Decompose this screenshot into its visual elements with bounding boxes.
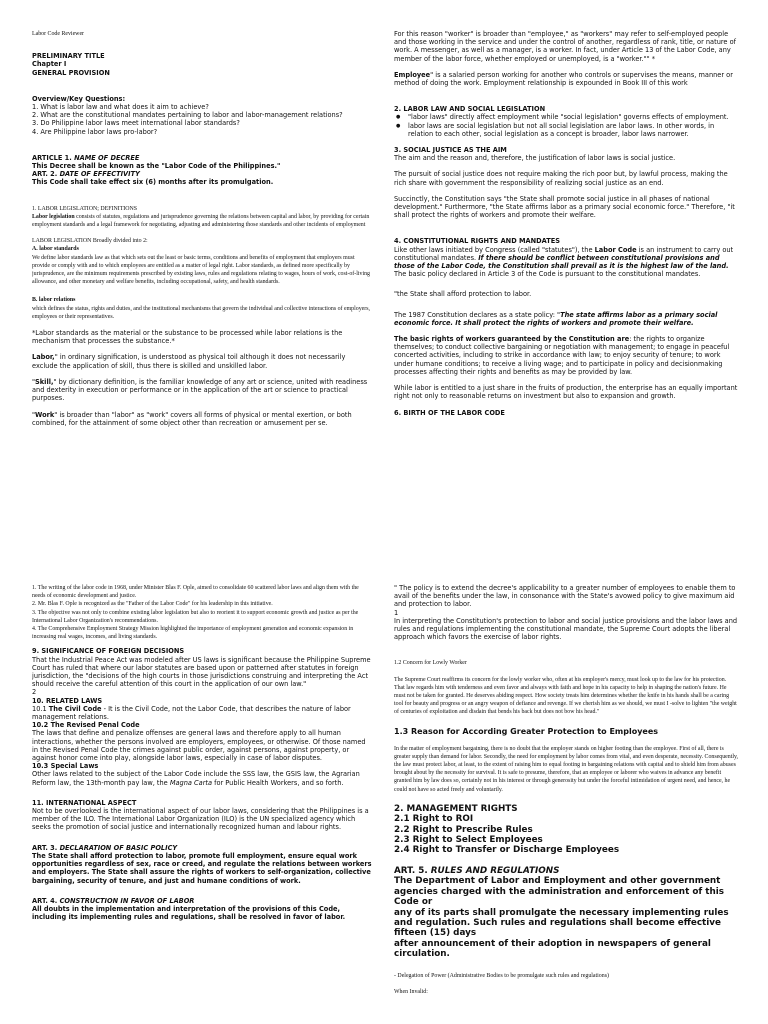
work-definition: "Work" is broader than "labor" as "work" covers all forms of physical or mental exertion, or both combined, for the attainment of some object other than recreation or amusement per se. [32, 410, 352, 427]
article-3-text: The State shall afford protection to labor, promote full employment, ensure equal work opportunities regardless of sex, race or creed, and regulate the relations between workers and employers. The State shall assure the rights of workers to self-organization, collective bargaining, security of tenure, and just and humane conditions of work. [32, 851, 372, 885]
labor-relations-heading: B. labor relations [32, 297, 76, 304]
birth-list [32, 584, 372, 641]
substance-note: *Labor standards as the material or the substance to be processed while labor relations is the mechanism that processes the substance.* [32, 329, 343, 346]
article-1-heading: ARTICLE 1. NAME OF DECREE [32, 153, 140, 162]
article-5-line: any of its parts shall promulgate the necessary implementing rules and regulation. Such rules and regulations shall become effective fifteen (15) days [394, 907, 729, 939]
overview-item: 4. Are Philippine labor laws pro-labor? [32, 127, 158, 136]
article-3-heading: ART. 3. DECLARATION OF BASIC POLICY [32, 843, 178, 852]
birth-item: 1. The writing of the labor code in 1968, under Minister Blas F. Ople, aimed to consolidate 60 scattered labor laws and align them with the needs of economic development and justice. [32, 585, 359, 600]
labor-standards-text: We define labor standards law as that which sets out the least or basic terms, conditions and benefits of employment that employers must provide or comply with and to which employees are entitled as a matter of legal right. Labor standards, as defined more specifically by jurisprudence, are the minimum requirements prescribed by existing laws, rules and regulations relating to wages, hours of work, cost-of-living allowance, and other monetary and welfare benefits, including occupational, safety, and health standards. [32, 254, 370, 286]
concern-text: The Supreme Court reaffirms its concern for the lowly worker who, often at his employer's mercy, must look up to the law for his protection. That law regards him with tenderness and even favor and always with faith and hope in his capacity to help in shaping the nation's future. He must not be taken for granted. He deserves abiding respect. How society treats him determines whether the knife in his hands shall be a caring tool for beauty and progress or an angry weapon of defiance and revenge. If we cherish him as we should, we must I -solve to lighten "the weight of centuries of exploitation and disdain that bends his back but does not bow his head." [394, 676, 737, 716]
when-invalid-line: When Invalid: [394, 988, 428, 995]
article-4-text: All doubts in the implementation and interpretation of the provisions of this Code, including its implementing rules and regulations, shall be resolved in favor of labor. [32, 904, 346, 922]
overview-item: 3. Do Philippine labor laws meet international labor standards? [32, 119, 240, 128]
management-rights-heading: 2. MANAGEMENT RIGHTS [394, 803, 518, 814]
article-4-heading: ART. 4. CONSTRUCTION IN FAVOR OF LABOR [32, 896, 195, 905]
article-5-line: after announcement of their adoption in newspapers of general circulation. [394, 938, 711, 960]
bullet-item: ● "labor laws" directly affect employment while "social legislation" governs effects of employment. [408, 113, 738, 121]
civil-code-line: 10.1 The Civil Code - It is the Civil Code, not the Labor Code, that describes the nature of labor [32, 704, 351, 713]
overview-heading: Overview/Key Questions: [32, 94, 126, 103]
management-right-item: 2.3 Right to Select Employees [394, 835, 543, 846]
penal-code-text: The laws that define and penalize offenses are general laws and therefore apply to all human interactions, whether the persons involved are employers, employees, or otherwise. Of those named in the Revised Penal Code the crimes against public order, against persons, against property, or against honor come into play, alongside labor laws, especially in case of labor disputes. [32, 729, 366, 763]
bottom-right-column [394, 584, 738, 1022]
title-line: PRELIMINARY TITLE [32, 52, 105, 61]
concern-heading: 1.2 Concern for Lowly Worker [394, 660, 467, 667]
top-left-column [32, 30, 372, 510]
article-5-heading: ART. 5. RULES AND REGULATIONS [394, 865, 560, 876]
document-header: Labor Code Reviewer [32, 31, 85, 37]
labor-standards-heading: A. labor standards [32, 246, 79, 253]
greater-protection-text: In the matter of employment bargaining, there is no doubt that the employer stands on higher footing than the employee. First of all, there is greater supply than demand for labor. Secondly, the need for employment by labor comes from vital, and even desperate, necessity. Consequently, the law must protect labor, at least, to the extent of raising him to equal footing in bargaining relations with capital and to shield him from abuses brought about by the necessity for survival. It is safe to presume, therefore, that an employee or laborer who waives in advance any benefit granted him by law does so, certainly not in his interest or through generosity but under the forceful intimidation of urgent need, and hence, he could not have so acted freely and voluntarily. [394, 745, 738, 793]
section-3-paragraph: Succinctly, the Constitution says "the State shall promote social justice in all phases of national development." Furthermore, "the State affirms labor as a primary social economic force." Therefore, "it shall protect the rights of workers and promote their welfare. [394, 194, 735, 220]
labor-legislation-definition: Labor legislation consists of statutes, regulations and jurisprudence governing the relations between capital and labor, by providing for certain employment standards and a legal framework for negotiating, adjusting and administering those standards and other incidents of employment [32, 213, 370, 229]
section-9-footnote-number: 2 [32, 688, 37, 697]
article-1-text: This Decree shall be known as the "Labor Code of the Philippines." [32, 162, 281, 171]
labor-relations-text: which defines the status, rights and duties, and the institutional mechanisms that govern the individual and collective interactions of employers, employees or their representatives. [32, 305, 370, 320]
section-6-heading: 6. BIRTH OF THE LABOR CODE [394, 408, 505, 417]
bottom-left-column [32, 584, 372, 1022]
management-right-item: 2.1 Right to ROI [394, 814, 474, 825]
overview-item: 1. What is labor law and what does it aim to achieve? [32, 103, 209, 112]
title-line: Chapter I [32, 60, 67, 69]
greater-protection-heading: 1.3 Reason for According Greater Protection to Employees [394, 726, 659, 736]
article-2-heading: ART. 2. DATE OF EFFECTIVITY [32, 170, 140, 179]
management-rights-list [394, 814, 738, 856]
worker-paragraph: For this reason "worker" is broader than "employee," as "workers" may refer to self-employed people and those working in the service and under the control of another, regardless of rank, title, or nature of work. A messenger, as well as a manager, is a worker. In fact, under Article 13 of the Labor Code, any member of the labor force, whether employed or unemployed, is a "worker."" * [394, 30, 736, 63]
section-4-paragraph: Like other laws initiated by Congress (called "statutes"), the Labor Code is an instrument to carry out constitutional mandates. If there should be conflict between constitutional provisions and those of the Labor Code, the Constitution shall prevail as it is the highest law of the land. The basic policy declared in Article 3 of the Code is pursuant to the constitutional mandates. [394, 245, 734, 279]
labor-definition: Labor," in ordinary signification, is understood as physical toil although it does not necessarily exclude the application of skill, thus there is skilled and unskilled labor. [32, 353, 346, 370]
basic-rights-paragraph: The basic rights of workers guaranteed by the Constitution are: the rights to organize themselves; to conduct collective bargaining or negotiation with management; to engage in peaceful concerted activities, including to strike in accordance with law; to enjoy security of tenure; to work under humane conditions; to receive a living wage; and to participate in policy and decisionmaking processes affecting their rights and benefits as may be provided by law. [394, 335, 730, 376]
article-5-line: The Department of Labor and Employment and other government agencies charged with the administration and enforcement of this Code or [394, 876, 724, 908]
bullet-item: ● labor laws are social legislation but not all social legislation are labor laws. In other words, in relation to each other, social legislation as a concept is broader, labor laws narrower. [408, 122, 738, 138]
preliminary-title-block [32, 52, 372, 77]
civil-code-line-2: management relations. [32, 713, 109, 722]
section-9-text: That the Industrial Peace Act was modeled after US laws is significant because the Philippine Supreme Court has ruled that where our labor statutes are based upon or patterned after statutes in foreign jurisdiction, the "decisions of the high courts in those jurisdictions construing and interpreting the Act should receive the careful attention of this court in the application of our own law." [32, 655, 371, 689]
protection-line: "the State shall afford protection to labor. [394, 290, 532, 299]
section-11-text: Not to be overlooked is the international aspect of our labor laws, considering that the Philippines is a member of the ILO. The International Labor Organization (ILO) is the UN specialized agency which seeks the promotion of social justice and internationally recognized human and labour rights. [32, 807, 369, 832]
section-2-bullets [394, 113, 738, 138]
penal-code-heading: 10.2 The Revised Penal Code [32, 721, 140, 730]
skill-definition: "Skill," by dictionary definition, is the familiar knowledge of any art or science, united with readiness and dexterity in execution or performance or in the application of the art or science to practical purposes. [32, 377, 368, 403]
employee-definition: Employee" is a salaried person working for another who controls or supervises the means, manner or method of doing the work. Employment relationship is expounded in Book III of this work [394, 70, 733, 88]
special-laws-text: Other laws related to the subject of the Labor Code include the SSS law, the GSIS law, the Agrarian Reform law, the 13th-month pay law, the Magna Carta for Public Health Workers, and so forth. [32, 770, 360, 787]
overview-item: 2. What are the constitutional mandates pertaining to labor and labor-management relations? [32, 111, 343, 120]
section-2-heading: 2. LABOR LAW AND SOCIAL LEGISLATION [394, 105, 546, 114]
delegation-line: - Delegation of Power (Administrative Bodies to be promulgate such rules and regulations) [394, 972, 609, 979]
management-right-item: 2.4 Right to Transfer or Discharge Employees [394, 845, 620, 856]
birth-item: 4. The Comprehensive Employment Strategy Mission highlighted the importance of employment generation and economic expansion in increasing real wages, incomes, and living standards. [32, 626, 354, 641]
top-right-column [394, 30, 738, 510]
birth-item: 2. Mr. Blas F. Ople is recognized as the "Father of the Labor Code" for his leadership in this initiative. [32, 601, 273, 608]
constitution-1987-paragraph: The 1987 Constitution declares as a state policy: "The state affirms labor as a primary social economic force. It shall protect the rights of workers and promote their welfare. [394, 310, 718, 327]
management-right-item: 2.2 Right to Prescribe Rules [394, 824, 533, 835]
policy-paragraph: " The policy is to extend the decree's applicability to a greater number of employees to enable them to avail of the benefits under the law, in consonance with the State's avowed policy to give maximum aid and protection to labor. [394, 584, 736, 609]
policy-footnote-number: 1 [394, 608, 399, 617]
title-line: GENERAL PROVISION [32, 68, 110, 77]
article-2-text: This Code shall take effect six (6) months after its promulgation. [32, 178, 274, 187]
section-11-heading: 11. INTERNATIONAL ASPECT [32, 798, 137, 807]
section-3-heading: 3. SOCIAL JUSTICE AS THE AIM [394, 146, 507, 155]
page-bottom [0, 512, 768, 1024]
labor-legislation-heading: 1. LABOR LEGISLATION; DEFINITIONS [32, 205, 138, 212]
overview-list [32, 103, 372, 136]
section-9-heading: 9. SIGNIFICANCE OF FOREIGN DECISIONS [32, 647, 185, 656]
section-3-paragraph: The pursuit of social justice does not require making the rich poor but, by lawful process, making the rich share with government the responsibility of realizing social justice as an end. [394, 170, 728, 187]
birth-item: 3. The objective was not only to combine existing labor legislation but also to reorient it to support economic growth and justice as per the International Labor Organization's recommendations. [32, 609, 359, 624]
section-4-heading: 4. CONSTITUTIONAL RIGHTS AND MANDATES [394, 237, 560, 246]
special-laws-heading: 10.3 Special Laws [32, 762, 99, 771]
article-5-text [394, 876, 738, 959]
section-3-paragraph: The aim and the reason and, therefore, the justification of labor laws is social justice. [394, 154, 676, 163]
section-10-heading: 10. RELATED LAWS [32, 696, 103, 705]
enterprise-paragraph: While labor is entitled to a just share in the fruits of production, the enterprise has an equally important right not only to reasonable returns on investment but also to expansion and growth. [394, 384, 738, 401]
interpretation-paragraph: In interpreting the Constitution's protection to labor and social justice provisions and the labor laws and rules and regulations implementing the constitutional mandate, the Supreme Court adopts the liberal approach which favors the exercise of labor rights. [394, 616, 738, 642]
broadly-divided-line: LABOR LEGISLATION Broadly divided into 2: [32, 238, 148, 245]
